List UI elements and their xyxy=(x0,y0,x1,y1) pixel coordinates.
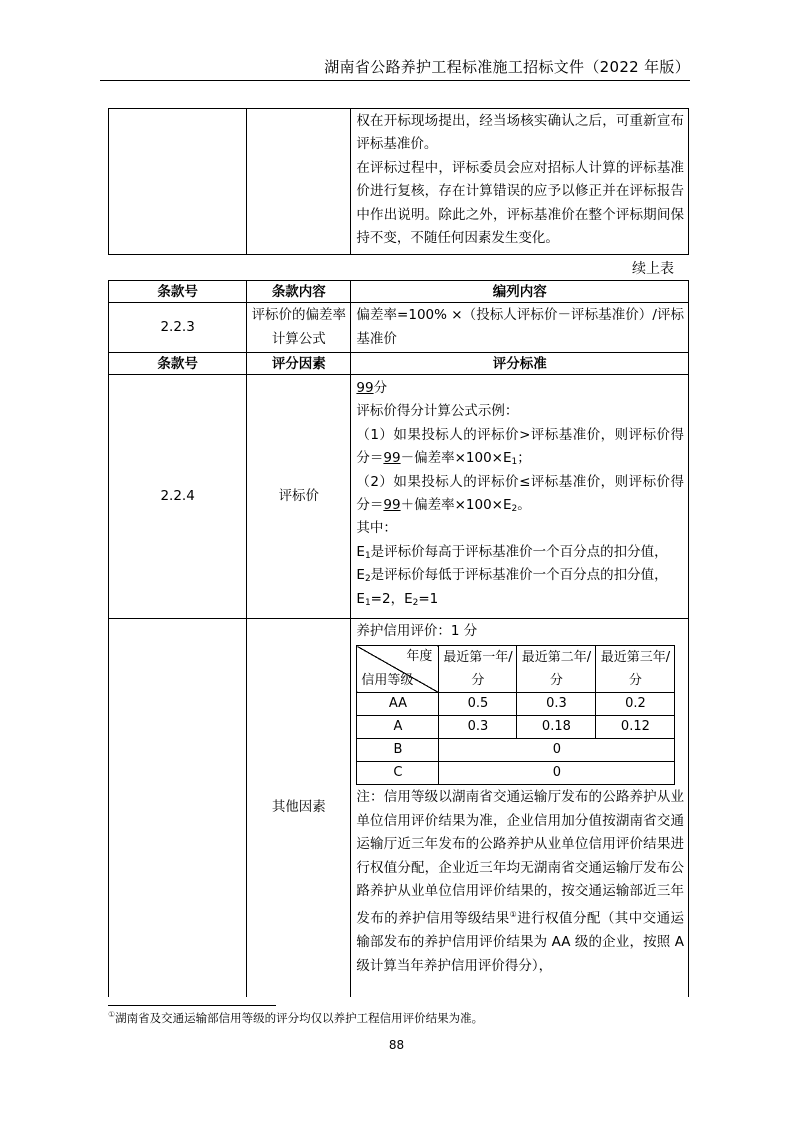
e2-value-sub: 2 xyxy=(412,597,419,608)
head-clause-no: 条款号 xyxy=(109,281,247,303)
head2-clause-no: 条款号 xyxy=(109,353,247,375)
value-cell: 0.2 xyxy=(596,693,675,716)
value-cell: 0.5 xyxy=(439,693,517,716)
row-2-2-4 xyxy=(109,375,689,619)
top-table xyxy=(108,108,689,255)
e2-value: =1 xyxy=(418,590,439,607)
diag-grade-label: 信用等级 xyxy=(361,673,414,689)
e1-desc: 是评标价每高于评标基准价一个百分点的扣分值， xyxy=(370,543,668,560)
value-cell: 0.3 xyxy=(517,693,596,716)
case-2-formula: ＋偏差率×100×E xyxy=(400,497,512,514)
clause-2-2-4: 2.2.4 xyxy=(109,375,247,619)
top-clause-cell xyxy=(109,109,247,255)
e2-desc: 是评标价每低于评标基准价一个百分点的扣分值， xyxy=(370,567,668,584)
merged-value-cell: 0 xyxy=(439,762,675,785)
row-other-factors xyxy=(109,619,689,997)
year-2-header: 最近第二年/分 xyxy=(517,646,596,693)
e1-symbol: E xyxy=(356,543,365,560)
grade-cell: C xyxy=(357,762,439,785)
case-2-end: 。 xyxy=(517,497,531,514)
top-content-cell xyxy=(247,109,351,255)
score-value: 99 xyxy=(356,380,374,396)
note-text-before: 注：信用等级以湖南省交通运输厅发布的公路养护从业单位信用评价结果为准，企业信用加分值按湖南省交通运输厅近三年发布的公路养护从业单位信用评价结果进行权值分配，企业近三年均无湖南省交通运输厅发布公路养护从业单位信用评价结果的，按交通运输部近三年发布的养护信用等级结果 xyxy=(356,789,684,927)
e2-sub: 2 xyxy=(364,574,371,585)
score-line xyxy=(356,377,684,400)
grade-row-b xyxy=(357,739,675,762)
header-row-1 xyxy=(109,281,689,303)
footnote xyxy=(108,1010,483,1026)
head2-factor: 评分因素 xyxy=(247,353,351,375)
other-factors-label: 其他因素 xyxy=(247,619,351,997)
footnote-mark: ① xyxy=(108,1010,116,1020)
other-factors-standard xyxy=(351,619,689,997)
value-cell: 0.12 xyxy=(596,716,675,739)
head-clause-content: 条款内容 xyxy=(247,281,351,303)
grade-row-c xyxy=(357,762,675,785)
bid-price-standard xyxy=(351,375,689,619)
top-para-1: 权在开标现场提出，经当场核实确认之后，可重新宣布评标基准价。 xyxy=(356,113,684,153)
e2-definition xyxy=(356,564,684,587)
main-table xyxy=(108,280,689,997)
grade-cell: B xyxy=(357,739,439,762)
top-para-2: 在评标过程中，评标委员会应对招标人计算的评标基准价进行复核，存在计算错误的应予以修正并在评标报告中作出说明。除此之外，评标基准价在整个评标期间保持不变，不随任何因素发生变化。 xyxy=(356,159,684,247)
header-rule xyxy=(100,80,690,81)
score-unit: 分 xyxy=(373,380,388,396)
case-2 xyxy=(356,471,684,518)
case-1-end: ； xyxy=(517,450,531,467)
diag-year-label: 年度 xyxy=(406,649,433,665)
grade-row-aa xyxy=(357,693,675,716)
running-header: 湖南省公路养护工程标准施工招标文件（2022 年版） xyxy=(324,58,690,76)
grade-cell: AA xyxy=(357,693,439,716)
page-number: 88 xyxy=(388,1038,405,1052)
grade-cell: A xyxy=(357,716,439,739)
e1-sub: 1 xyxy=(364,550,371,561)
e2-symbol: E xyxy=(356,567,365,584)
case-1-score: 99 xyxy=(383,450,401,467)
where-label: 其中： xyxy=(356,520,397,537)
deviation-rate-formula: 偏差率=100% ×（投标人评标价－评标基准价）/评标基准价 xyxy=(351,303,689,353)
head-listing-content: 编列内容 xyxy=(351,281,689,303)
header-row-2 xyxy=(109,353,689,375)
e1-value-sym: E xyxy=(356,590,365,607)
diagonal-header-cell xyxy=(357,646,439,693)
e-values xyxy=(356,588,684,611)
case-2-score: 99 xyxy=(383,497,401,514)
example-title: 评标价得分计算公式示例： xyxy=(356,403,519,420)
credit-note xyxy=(356,786,684,978)
year-1-header: 最近第一年/分 xyxy=(439,646,517,693)
note-text-after: 进行权值分配（其中交通运输部发布的养护信用评价结果为 AA 级的企业，按照 A 级计算当年养护信用评价得分）， xyxy=(356,910,685,974)
footnote-rule xyxy=(108,1005,276,1006)
clause-2-2-3: 2.2.3 xyxy=(109,303,247,353)
value-cell: 0.18 xyxy=(517,716,596,739)
case-1-text: （1）如果投标人的评标价>评标基准价，则评标价得分＝ xyxy=(356,426,684,467)
e1-value: =2， xyxy=(370,590,405,607)
continued-label: 续上表 xyxy=(632,261,674,277)
case-1-sub: 1 xyxy=(511,457,518,468)
merged-value-cell: 0 xyxy=(439,739,675,762)
case-2-text: （2）如果投标人的评标价≤评标基准价，则评标价得分＝ xyxy=(356,473,684,514)
case-1 xyxy=(356,424,684,471)
head2-standard: 评分标准 xyxy=(351,353,689,375)
case-2-sub: 2 xyxy=(511,504,518,515)
other-clause-cell xyxy=(109,619,247,997)
e1-definition xyxy=(356,541,684,564)
value-cell: 0.3 xyxy=(439,716,517,739)
bid-price-factor: 评标价 xyxy=(247,375,351,619)
note-footnote-mark: ① xyxy=(509,910,518,920)
deviation-rate-label: 评标价的偏差率计算公式 xyxy=(247,303,351,353)
credit-title: 养护信用评价：1 分 xyxy=(356,623,478,639)
footnote-text: 湖南省及交通运输部信用等级的评分均仅以养护工程信用评价结果为准。 xyxy=(115,1011,484,1025)
e1-value-sub: 1 xyxy=(364,597,371,608)
case-1-formula: －偏差率×100×E xyxy=(400,450,512,467)
row-2-2-3 xyxy=(109,303,689,353)
year-3-header: 最近第三年/分 xyxy=(596,646,675,693)
credit-score-table xyxy=(356,645,675,785)
e2-value-sym: E xyxy=(404,590,413,607)
top-text-cell xyxy=(351,109,689,255)
grade-row-a xyxy=(357,716,675,739)
